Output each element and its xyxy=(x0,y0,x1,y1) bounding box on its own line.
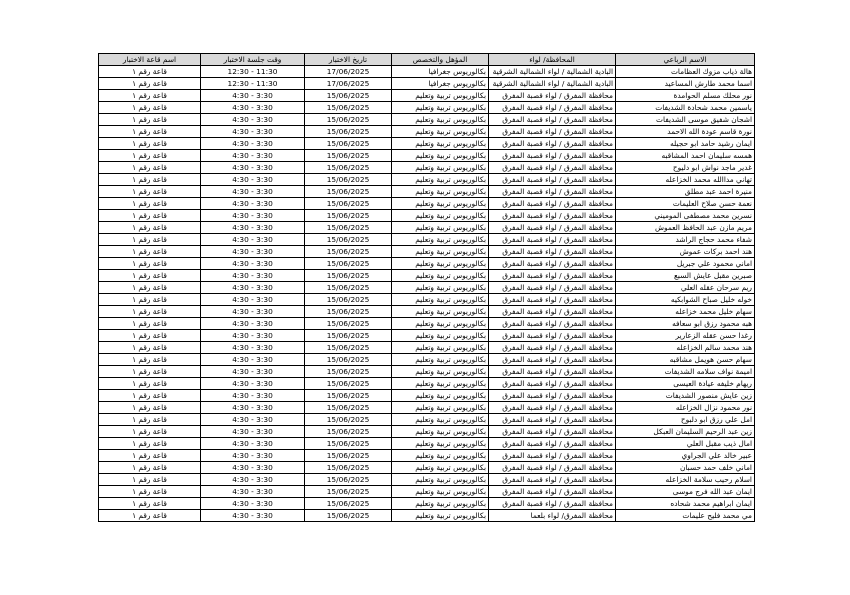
exam-date-cell: 15/06/2025 xyxy=(305,438,392,450)
session-time-cell: 12:30 - 11:30 xyxy=(201,78,305,90)
qualification-cell: بكالوريوس تربية وتعليم xyxy=(392,162,489,174)
full-name-cell: امل علي رزق ابو دلبوح xyxy=(616,414,755,426)
exam-room-cell: قاعة رقم ١ xyxy=(99,378,201,390)
session-time-cell: 4:30 - 3:30 xyxy=(201,402,305,414)
full-name-cell: هند احمد بركات عموش xyxy=(616,246,755,258)
session-time-cell: 4:30 - 3:30 xyxy=(201,390,305,402)
exam-room-cell: قاعة رقم ١ xyxy=(99,126,201,138)
governorate-cell: محافظة المفرق / لواء قصبة المفرق xyxy=(489,486,616,498)
exam-room-cell: قاعة رقم ١ xyxy=(99,222,201,234)
exam-date-cell: 15/06/2025 xyxy=(305,462,392,474)
table-row xyxy=(99,78,755,90)
session-time-cell: 4:30 - 3:30 xyxy=(201,246,305,258)
governorate-cell: محافظة المفرق / لواء قصبة المفرق xyxy=(489,90,616,102)
qualification-cell: بكالوريوس تربية وتعليم xyxy=(392,378,489,390)
exam-date-cell: 15/06/2025 xyxy=(305,114,392,126)
table-row xyxy=(99,342,755,354)
session-time-cell: 4:30 - 3:30 xyxy=(201,306,305,318)
exam-room-cell: قاعة رقم ١ xyxy=(99,462,201,474)
session-time-cell: 4:30 - 3:30 xyxy=(201,498,305,510)
full-name-cell: صبرين مقبل عايش السبع xyxy=(616,270,755,282)
session-time-cell: 4:30 - 3:30 xyxy=(201,378,305,390)
qualification-cell: بكالوريوس تربية وتعليم xyxy=(392,450,489,462)
exam-date-cell: 15/06/2025 xyxy=(305,486,392,498)
table-row xyxy=(99,234,755,246)
governorate-cell: محافظة المفرق / لواء قصبة المفرق xyxy=(489,210,616,222)
full-name-cell: همسه سليمان احمد المشاقبه xyxy=(616,150,755,162)
qualification-cell: بكالوريوس تربية وتعليم xyxy=(392,402,489,414)
header-row xyxy=(99,54,755,66)
session-time-cell: 4:30 - 3:30 xyxy=(201,210,305,222)
session-time-cell: 4:30 - 3:30 xyxy=(201,174,305,186)
governorate-cell: البادية الشمالية / لواء الشمالية الشرقية xyxy=(489,78,616,90)
full-name-cell: تهاني مداالله محمد الخزاعله xyxy=(616,174,755,186)
table-row xyxy=(99,390,755,402)
session-time-cell: 4:30 - 3:30 xyxy=(201,366,305,378)
qualification-cell: بكالوريوس تربية وتعليم xyxy=(392,186,489,198)
full-name-cell: رغدا حسن عقله الزعارير xyxy=(616,330,755,342)
qualification-cell: بكالوريوس تربية وتعليم xyxy=(392,426,489,438)
exam-room-cell: قاعة رقم ١ xyxy=(99,498,201,510)
exam-date-cell: 15/06/2025 xyxy=(305,450,392,462)
governorate-cell: محافظة المفرق / لواء قصبة المفرق xyxy=(489,498,616,510)
governorate-cell: محافظة المفرق / لواء قصبة المفرق xyxy=(489,270,616,282)
table-row xyxy=(99,270,755,282)
qualification-cell: بكالوريوس تربية وتعليم xyxy=(392,114,489,126)
table-row xyxy=(99,246,755,258)
exam-room-cell: قاعة رقم ١ xyxy=(99,186,201,198)
exam-date-cell: 15/06/2025 xyxy=(305,150,392,162)
header-full-name: الاسم الرباعي xyxy=(616,54,755,66)
full-name-cell: مريم مازن عبد الحافظ العموش xyxy=(616,222,755,234)
qualification-cell: بكالوريوس تربية وتعليم xyxy=(392,474,489,486)
exam-date-cell: 15/06/2025 xyxy=(305,138,392,150)
table-row xyxy=(99,90,755,102)
governorate-cell: محافظة المفرق / لواء قصبة المفرق xyxy=(489,390,616,402)
qualification-cell: بكالوريوس تربية وتعليم xyxy=(392,222,489,234)
governorate-cell: محافظة المفرق / لواء قصبة المفرق xyxy=(489,306,616,318)
qualification-cell: بكالوريوس تربية وتعليم xyxy=(392,138,489,150)
full-name-cell: ايمان رشيد حامد ابو حجيله xyxy=(616,138,755,150)
table-row xyxy=(99,426,755,438)
exam-date-cell: 15/06/2025 xyxy=(305,222,392,234)
session-time-cell: 4:30 - 3:30 xyxy=(201,222,305,234)
table-row xyxy=(99,294,755,306)
exam-room-cell: قاعة رقم ١ xyxy=(99,342,201,354)
governorate-cell: محافظة المفرق/ لواء بلعما xyxy=(489,510,616,522)
session-time-cell: 4:30 - 3:30 xyxy=(201,318,305,330)
exam-room-cell: قاعة رقم ١ xyxy=(99,150,201,162)
exam-schedule-table xyxy=(98,53,755,522)
exam-date-cell: 15/06/2025 xyxy=(305,198,392,210)
exam-room-cell: قاعة رقم ١ xyxy=(99,354,201,366)
governorate-cell: محافظة المفرق / لواء قصبة المفرق xyxy=(489,126,616,138)
session-time-cell: 4:30 - 3:30 xyxy=(201,282,305,294)
exam-room-cell: قاعة رقم ١ xyxy=(99,90,201,102)
table-row xyxy=(99,222,755,234)
exam-room-cell: قاعة رقم ١ xyxy=(99,270,201,282)
qualification-cell: بكالوريوس تربية وتعليم xyxy=(392,258,489,270)
session-time-cell: 4:30 - 3:30 xyxy=(201,486,305,498)
full-name-cell: سهام خليل محمد خزاعله xyxy=(616,306,755,318)
table-row xyxy=(99,66,755,78)
qualification-cell: بكالوريوس تربية وتعليم xyxy=(392,354,489,366)
governorate-cell: محافظة المفرق / لواء قصبة المفرق xyxy=(489,282,616,294)
full-name-cell: سهام حسن هويمل مشاقبه xyxy=(616,354,755,366)
exam-room-cell: قاعة رقم ١ xyxy=(99,414,201,426)
qualification-cell: بكالوريوس جغرافيا xyxy=(392,78,489,90)
table-row xyxy=(99,402,755,414)
qualification-cell: بكالوريوس تربية وتعليم xyxy=(392,174,489,186)
table-row xyxy=(99,462,755,474)
qualification-cell: بكالوريوس تربية وتعليم xyxy=(392,282,489,294)
exam-room-cell: قاعة رقم ١ xyxy=(99,234,201,246)
governorate-cell: محافظة المفرق / لواء قصبة المفرق xyxy=(489,186,616,198)
governorate-cell: محافظة المفرق / لواء قصبة المفرق xyxy=(489,462,616,474)
qualification-cell: بكالوريوس تربية وتعليم xyxy=(392,462,489,474)
exam-room-cell: قاعة رقم ١ xyxy=(99,474,201,486)
table-row xyxy=(99,498,755,510)
header-exam-date: تاريخ الاختبار xyxy=(305,54,392,66)
full-name-cell: هالة ذياب مزوك العظامات xyxy=(616,66,755,78)
full-name-cell: مي محمد فليح عليمات xyxy=(616,510,755,522)
governorate-cell: محافظة المفرق / لواء قصبة المفرق xyxy=(489,378,616,390)
session-time-cell: 4:30 - 3:30 xyxy=(201,234,305,246)
table-row xyxy=(99,330,755,342)
qualification-cell: بكالوريوس تربية وتعليم xyxy=(392,234,489,246)
full-name-cell: امال ذيب مقبل العلي xyxy=(616,438,755,450)
qualification-cell: بكالوريوس تربية وتعليم xyxy=(392,90,489,102)
exam-room-cell: قاعة رقم ١ xyxy=(99,246,201,258)
exam-room-cell: قاعة رقم ١ xyxy=(99,390,201,402)
exam-date-cell: 15/06/2025 xyxy=(305,342,392,354)
table-row xyxy=(99,450,755,462)
exam-date-cell: 15/06/2025 xyxy=(305,126,392,138)
full-name-cell: غدير ماجد نواش ابو دليوح xyxy=(616,162,755,174)
session-time-cell: 4:30 - 3:30 xyxy=(201,186,305,198)
exam-date-cell: 15/06/2025 xyxy=(305,90,392,102)
full-name-cell: اماني محمود علي جبريل xyxy=(616,258,755,270)
qualification-cell: بكالوريوس تربية وتعليم xyxy=(392,438,489,450)
exam-room-cell: قاعة رقم ١ xyxy=(99,486,201,498)
table-row xyxy=(99,486,755,498)
qualification-cell: بكالوريوس تربية وتعليم xyxy=(392,102,489,114)
full-name-cell: نسرين محمد مصطفى الموميني xyxy=(616,210,755,222)
governorate-cell: محافظة المفرق / لواء قصبة المفرق xyxy=(489,318,616,330)
full-name-cell: نور محلك مسلم الحوامدة xyxy=(616,90,755,102)
exam-room-cell: قاعة رقم ١ xyxy=(99,198,201,210)
full-name-cell: نور محمود نزال الخزاعله xyxy=(616,402,755,414)
qualification-cell: بكالوريوس تربية وتعليم xyxy=(392,150,489,162)
governorate-cell: محافظة المفرق / لواء قصبة المفرق xyxy=(489,366,616,378)
session-time-cell: 4:30 - 3:30 xyxy=(201,294,305,306)
table-row xyxy=(99,126,755,138)
table-body xyxy=(99,66,755,522)
exam-date-cell: 15/06/2025 xyxy=(305,246,392,258)
exam-date-cell: 15/06/2025 xyxy=(305,426,392,438)
table-row xyxy=(99,138,755,150)
governorate-cell: محافظة المفرق / لواء قصبة المفرق xyxy=(489,414,616,426)
qualification-cell: بكالوريوس تربية وتعليم xyxy=(392,126,489,138)
session-time-cell: 4:30 - 3:30 xyxy=(201,342,305,354)
exam-room-cell: قاعة رقم ١ xyxy=(99,114,201,126)
table-row xyxy=(99,414,755,426)
governorate-cell: محافظة المفرق / لواء قصبة المفرق xyxy=(489,342,616,354)
exam-room-cell: قاعة رقم ١ xyxy=(99,402,201,414)
exam-date-cell: 15/06/2025 xyxy=(305,378,392,390)
exam-date-cell: 15/06/2025 xyxy=(305,414,392,426)
full-name-cell: عبير خالد علي الجراوي xyxy=(616,450,755,462)
exam-date-cell: 15/06/2025 xyxy=(305,282,392,294)
session-time-cell: 4:30 - 3:30 xyxy=(201,270,305,282)
exam-date-cell: 15/06/2025 xyxy=(305,474,392,486)
session-time-cell: 4:30 - 3:30 xyxy=(201,162,305,174)
qualification-cell: بكالوريوس تربية وتعليم xyxy=(392,198,489,210)
full-name-cell: اشجان شفيق موسى الشديفات xyxy=(616,114,755,126)
qualification-cell: بكالوريوس جغرافيا xyxy=(392,66,489,78)
exam-room-cell: قاعة رقم ١ xyxy=(99,426,201,438)
qualification-cell: بكالوريوس تربية وتعليم xyxy=(392,270,489,282)
table-row xyxy=(99,150,755,162)
exam-date-cell: 15/06/2025 xyxy=(305,234,392,246)
qualification-cell: بكالوريوس تربية وتعليم xyxy=(392,390,489,402)
session-time-cell: 4:30 - 3:30 xyxy=(201,330,305,342)
exam-room-cell: قاعة رقم ١ xyxy=(99,450,201,462)
table-row xyxy=(99,258,755,270)
exam-date-cell: 15/06/2025 xyxy=(305,354,392,366)
full-name-cell: ريهام خليفه عيادة العيسى xyxy=(616,378,755,390)
session-time-cell: 4:30 - 3:30 xyxy=(201,138,305,150)
exam-room-cell: قاعة رقم ١ xyxy=(99,210,201,222)
full-name-cell: خوله خليل صباح الشوابكيه xyxy=(616,294,755,306)
exam-room-cell: قاعة رقم ١ xyxy=(99,102,201,114)
full-name-cell: زين عايش منصور الشديفات xyxy=(616,390,755,402)
exam-room-cell: قاعة رقم ١ xyxy=(99,306,201,318)
table-row xyxy=(99,186,755,198)
exam-room-cell: قاعة رقم ١ xyxy=(99,78,201,90)
qualification-cell: بكالوريوس تربية وتعليم xyxy=(392,294,489,306)
qualification-cell: بكالوريوس تربية وتعليم xyxy=(392,486,489,498)
table-row xyxy=(99,318,755,330)
table-row xyxy=(99,510,755,522)
qualification-cell: بكالوريوس تربية وتعليم xyxy=(392,318,489,330)
table-row xyxy=(99,282,755,294)
governorate-cell: محافظة المفرق / لواء قصبة المفرق xyxy=(489,258,616,270)
exam-room-cell: قاعة رقم ١ xyxy=(99,510,201,522)
exam-date-cell: 15/06/2025 xyxy=(305,306,392,318)
exam-room-cell: قاعة رقم ١ xyxy=(99,330,201,342)
session-time-cell: 4:30 - 3:30 xyxy=(201,474,305,486)
session-time-cell: 4:30 - 3:30 xyxy=(201,414,305,426)
table-row xyxy=(99,174,755,186)
table-row xyxy=(99,378,755,390)
full-name-cell: نورة قاسم عودة الله الاحمد xyxy=(616,126,755,138)
governorate-cell: محافظة المفرق / لواء قصبة المفرق xyxy=(489,426,616,438)
exam-date-cell: 17/06/2025 xyxy=(305,78,392,90)
full-name-cell: ايمان ابراهيم محمد شحاده xyxy=(616,498,755,510)
session-time-cell: 4:30 - 3:30 xyxy=(201,426,305,438)
table-row xyxy=(99,210,755,222)
session-time-cell: 4:30 - 3:30 xyxy=(201,126,305,138)
qualification-cell: بكالوريوس تربية وتعليم xyxy=(392,306,489,318)
session-time-cell: 4:30 - 3:30 xyxy=(201,258,305,270)
governorate-cell: محافظة المفرق / لواء قصبة المفرق xyxy=(489,234,616,246)
exam-date-cell: 15/06/2025 xyxy=(305,174,392,186)
table-row xyxy=(99,354,755,366)
table-row xyxy=(99,198,755,210)
full-name-cell: اميمة نواف سلامه الشديفات xyxy=(616,366,755,378)
qualification-cell: بكالوريوس تربية وتعليم xyxy=(392,414,489,426)
governorate-cell: محافظة المفرق / لواء قصبة المفرق xyxy=(489,174,616,186)
table-row xyxy=(99,438,755,450)
session-time-cell: 4:30 - 3:30 xyxy=(201,90,305,102)
governorate-cell: محافظة المفرق / لواء قصبة المفرق xyxy=(489,198,616,210)
governorate-cell: محافظة المفرق / لواء قصبة المفرق xyxy=(489,438,616,450)
qualification-cell: بكالوريوس تربية وتعليم xyxy=(392,498,489,510)
exam-date-cell: 15/06/2025 xyxy=(305,102,392,114)
governorate-cell: محافظة المفرق / لواء قصبة المفرق xyxy=(489,150,616,162)
header-qualification: المؤهل والتخصص xyxy=(392,54,489,66)
session-time-cell: 4:30 - 3:30 xyxy=(201,462,305,474)
governorate-cell: محافظة المفرق / لواء قصبة المفرق xyxy=(489,138,616,150)
full-name-cell: شفاء محمد حجاج الراشد xyxy=(616,234,755,246)
exam-room-cell: قاعة رقم ١ xyxy=(99,282,201,294)
exam-room-cell: قاعة رقم ١ xyxy=(99,174,201,186)
session-time-cell: 4:30 - 3:30 xyxy=(201,510,305,522)
table-row xyxy=(99,114,755,126)
full-name-cell: هبه محمود رزق ابو سعافه xyxy=(616,318,755,330)
session-time-cell: 4:30 - 3:30 xyxy=(201,102,305,114)
qualification-cell: بكالوريوس تربية وتعليم xyxy=(392,510,489,522)
exam-date-cell: 15/06/2025 xyxy=(305,318,392,330)
table-header xyxy=(99,54,755,66)
governorate-cell: محافظة المفرق / لواء قصبة المفرق xyxy=(489,330,616,342)
full-name-cell: منيرة احمد عبد مطلق xyxy=(616,186,755,198)
governorate-cell: محافظة المفرق / لواء قصبة المفرق xyxy=(489,474,616,486)
full-name-cell: اماني خلف حمد حسبان xyxy=(616,462,755,474)
governorate-cell: محافظة المفرق / لواء قصبة المفرق xyxy=(489,402,616,414)
exam-date-cell: 15/06/2025 xyxy=(305,390,392,402)
exam-room-cell: قاعة رقم ١ xyxy=(99,162,201,174)
session-time-cell: 4:30 - 3:30 xyxy=(201,438,305,450)
exam-room-cell: قاعة رقم ١ xyxy=(99,438,201,450)
exam-date-cell: 15/06/2025 xyxy=(305,186,392,198)
exam-room-cell: قاعة رقم ١ xyxy=(99,318,201,330)
table-row xyxy=(99,474,755,486)
qualification-cell: بكالوريوس تربية وتعليم xyxy=(392,330,489,342)
exam-room-cell: قاعة رقم ١ xyxy=(99,294,201,306)
exam-date-cell: 15/06/2025 xyxy=(305,330,392,342)
exam-date-cell: 15/06/2025 xyxy=(305,510,392,522)
exam-room-cell: قاعة رقم ١ xyxy=(99,366,201,378)
governorate-cell: محافظة المفرق / لواء قصبة المفرق xyxy=(489,102,616,114)
session-time-cell: 4:30 - 3:30 xyxy=(201,450,305,462)
full-name-cell: ريم سرحان عقله العلي xyxy=(616,282,755,294)
exam-date-cell: 15/06/2025 xyxy=(305,402,392,414)
full-name-cell: اسما محمد طارش المساعيد xyxy=(616,78,755,90)
session-time-cell: 4:30 - 3:30 xyxy=(201,150,305,162)
governorate-cell: محافظة المفرق / لواء قصبة المفرق xyxy=(489,246,616,258)
full-name-cell: نعمة حسن صلاح العليمات xyxy=(616,198,755,210)
governorate-cell: محافظة المفرق / لواء قصبة المفرق xyxy=(489,222,616,234)
full-name-cell: هند محمد سالم الخزاعله xyxy=(616,342,755,354)
exam-date-cell: 15/06/2025 xyxy=(305,270,392,282)
header-session-time: وقت جلسة الاختبار xyxy=(201,54,305,66)
qualification-cell: بكالوريوس تربية وتعليم xyxy=(392,342,489,354)
header-exam-room: اسم قاعة الاختبار xyxy=(99,54,201,66)
session-time-cell: 4:30 - 3:30 xyxy=(201,198,305,210)
exam-date-cell: 17/06/2025 xyxy=(305,66,392,78)
table-row xyxy=(99,306,755,318)
governorate-cell: البادية الشمالية / لواء الشمالية الشرقية xyxy=(489,66,616,78)
exam-date-cell: 15/06/2025 xyxy=(305,294,392,306)
exam-date-cell: 15/06/2025 xyxy=(305,366,392,378)
exam-date-cell: 15/06/2025 xyxy=(305,162,392,174)
full-name-cell: اسلام رحيب سلامة الخزاعله xyxy=(616,474,755,486)
governorate-cell: محافظة المفرق / لواء قصبة المفرق xyxy=(489,114,616,126)
governorate-cell: محافظة المفرق / لواء قصبة المفرق xyxy=(489,294,616,306)
table-row xyxy=(99,102,755,114)
exam-room-cell: قاعة رقم ١ xyxy=(99,66,201,78)
governorate-cell: محافظة المفرق / لواء قصبة المفرق xyxy=(489,354,616,366)
full-name-cell: زين عبد الرحيم السليمان العبكل xyxy=(616,426,755,438)
exam-date-cell: 15/06/2025 xyxy=(305,210,392,222)
qualification-cell: بكالوريوس تربية وتعليم xyxy=(392,366,489,378)
exam-room-cell: قاعة رقم ١ xyxy=(99,258,201,270)
session-time-cell: 4:30 - 3:30 xyxy=(201,114,305,126)
qualification-cell: بكالوريوس تربية وتعليم xyxy=(392,246,489,258)
exam-date-cell: 15/06/2025 xyxy=(305,498,392,510)
full-name-cell: ايمان عبد الله فرج موسى xyxy=(616,486,755,498)
table-row xyxy=(99,366,755,378)
exam-room-cell: قاعة رقم ١ xyxy=(99,138,201,150)
session-time-cell: 12:30 - 11:30 xyxy=(201,66,305,78)
table-row xyxy=(99,162,755,174)
governorate-cell: محافظة المفرق / لواء قصبة المفرق xyxy=(489,450,616,462)
full-name-cell: ياسمين محمد شحادة الشديفات xyxy=(616,102,755,114)
header-governorate: المحافظة/ لواء xyxy=(489,54,616,66)
session-time-cell: 4:30 - 3:30 xyxy=(201,354,305,366)
qualification-cell: بكالوريوس تربية وتعليم xyxy=(392,210,489,222)
governorate-cell: محافظة المفرق / لواء قصبة المفرق xyxy=(489,162,616,174)
exam-date-cell: 15/06/2025 xyxy=(305,258,392,270)
